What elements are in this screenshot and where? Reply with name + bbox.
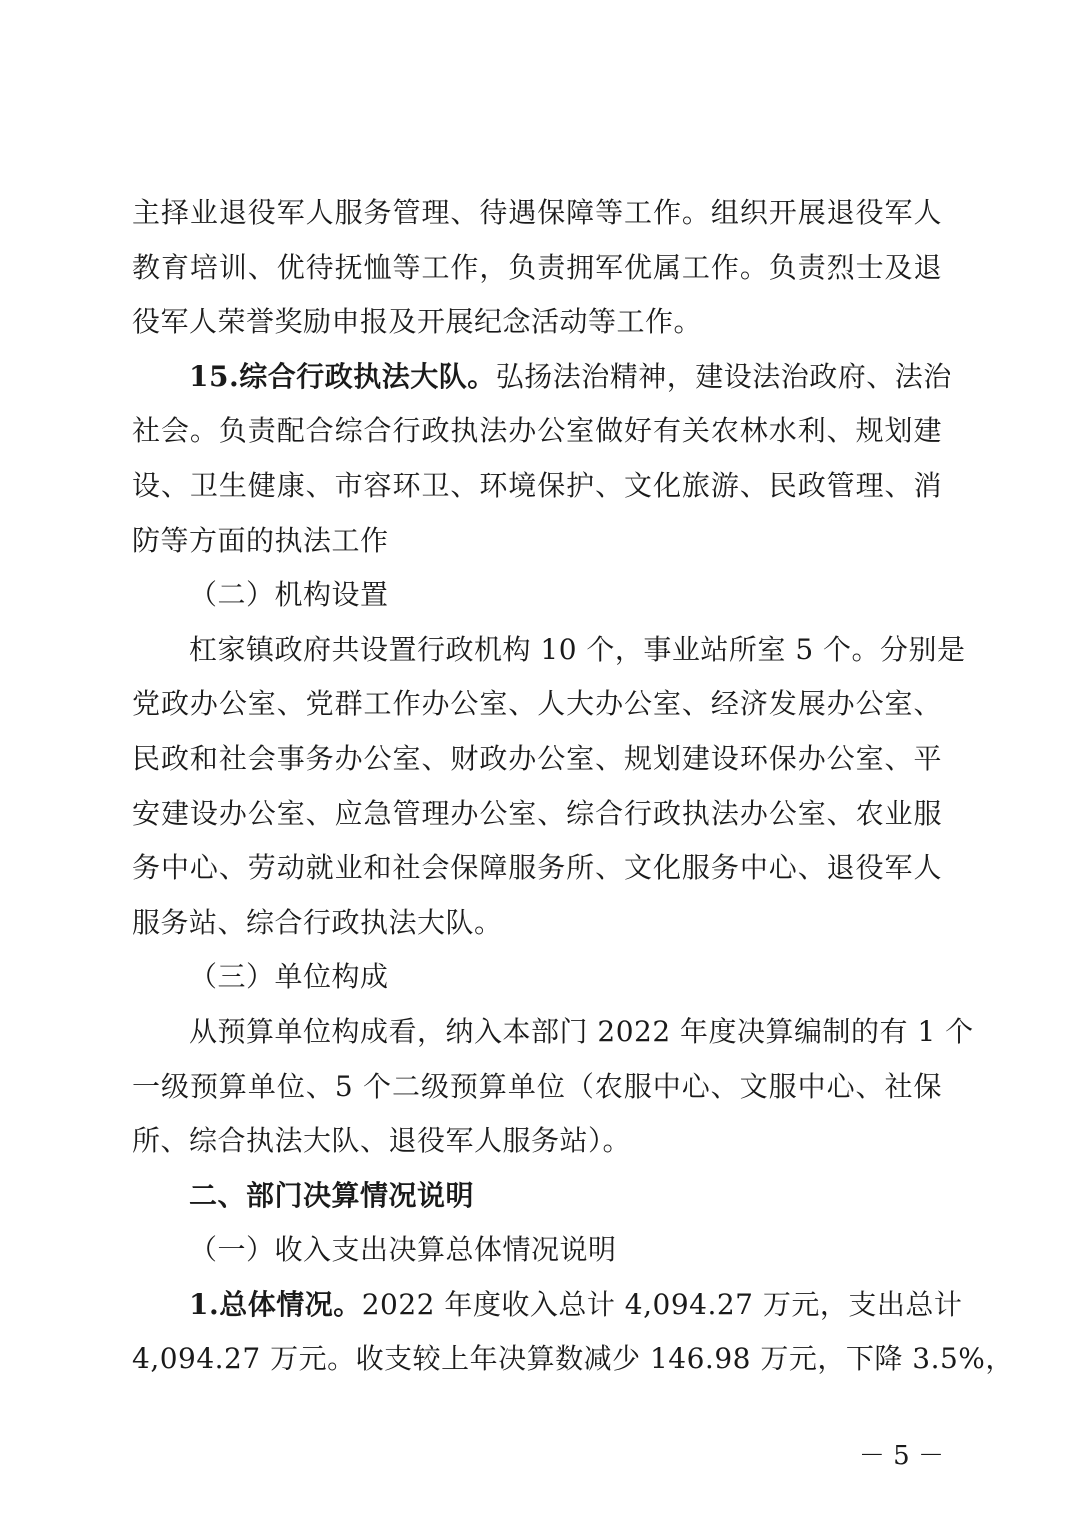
text-line: 社会。负责配合综合行政执法办公室做好有关农林水利、规划建 xyxy=(132,414,942,448)
text-line: 安建设办公室、应急管理办公室、综合行政执法办公室、农业服 xyxy=(132,796,942,830)
section-heading: （二）机构设置 xyxy=(189,578,389,612)
text-line: 防等方面的执法工作 xyxy=(132,523,389,557)
text-line: 教育培训、优待抚恤等工作，负责拥军优属工作。负责烈士及退 xyxy=(132,250,942,284)
text-line: 从预算单位构成看，纳入本部门 2022 年度决算编制的有 1 个 xyxy=(189,1014,974,1048)
text-line: 主择业退役军人服务管理、待遇保障等工作。组织开展退役军人 xyxy=(132,196,942,229)
text-line: 务中心、劳动就业和社会保障服务所、文化服务中心、退役军人 xyxy=(132,851,942,885)
text-line: 4,094.27 万元。收支较上年决算数减少 146.98 万元，下降 3.5%， xyxy=(132,1342,1014,1376)
chapter-heading: 二、部门决算情况说明 xyxy=(189,1178,475,1212)
item-heading: 1.总体情况。 xyxy=(189,1287,362,1321)
text-line: 设、卫生健康、市容环卫、环境保护、文化旅游、民政管理、消 xyxy=(132,468,942,502)
document-body xyxy=(132,186,1014,1387)
text-line: 1.总体情况。2022 年度收入总计 4,094.27 万元，支出总计 xyxy=(189,1287,963,1321)
item-heading: 15.综合行政执法大队。 xyxy=(189,359,496,393)
page-number: － 5 － xyxy=(858,1441,944,1471)
text-line: 党政办公室、党群工作办公室、人大办公室、经济发展办公室、 xyxy=(132,687,942,721)
text-line: 一级预算单位、5 个二级预算单位（农服中心、文服中心、社保 xyxy=(132,1069,942,1103)
text-line: 杠家镇政府共设置行政机构 10 个，事业站所室 5 个。分别是 xyxy=(189,632,966,666)
section-heading: （一）收入支出决算总体情况说明 xyxy=(189,1233,617,1267)
section-heading: （三）单位构成 xyxy=(189,960,389,994)
text-line: 所、综合执法大队、退役军人服务站）。 xyxy=(132,1124,632,1158)
text-line: 15.综合行政执法大队。弘扬法治精神，建设法治政府、法治 xyxy=(189,359,952,393)
text-line: 役军人荣誉奖励申报及开展纪念活动等工作。 xyxy=(132,305,703,339)
text-line: 民政和社会事务办公室、财政办公室、规划建设环保办公室、平 xyxy=(132,741,942,775)
text-line: 服务站、综合行政执法大队。 xyxy=(132,905,503,939)
